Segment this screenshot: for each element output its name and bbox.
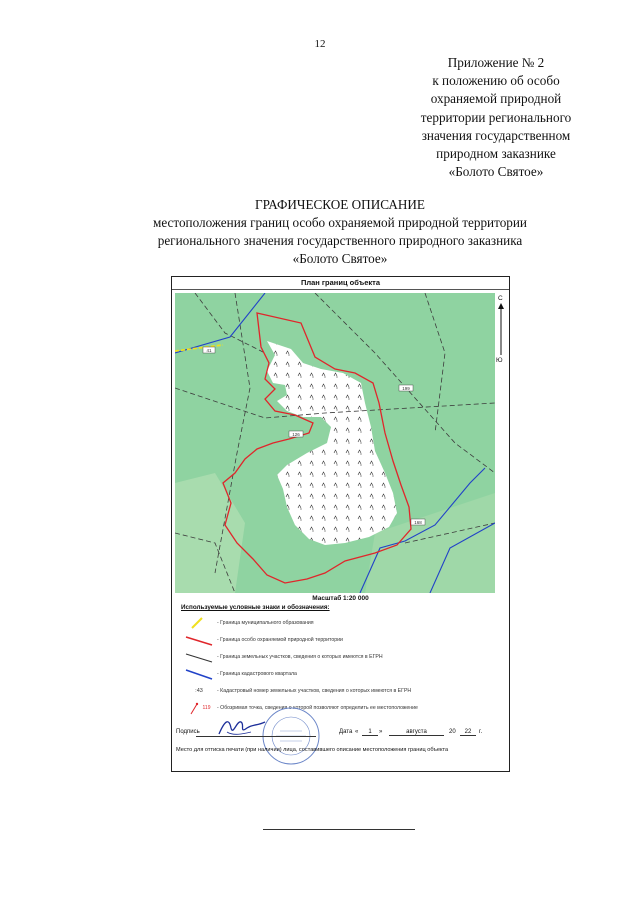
quarter-boundary-symbol [184, 668, 214, 680]
signature-label: Подпись [176, 729, 200, 735]
legend-text: - Граница муниципального образования [217, 619, 314, 626]
municipal-boundary-symbol [184, 617, 214, 629]
bottom-rule [263, 829, 415, 830]
appendix-line: значения государственном [421, 127, 571, 143]
turning-point-symbol [188, 701, 202, 715]
title-line: регионального значения государственного природного заказника [157, 233, 523, 248]
parcel-boundary-symbol [184, 651, 214, 663]
legend-item [181, 648, 501, 665]
boundary-plan-frame [171, 276, 510, 772]
appendix-block [396, 54, 596, 181]
legend-text: - Граница особо охраняемой природной территории [217, 636, 343, 643]
title-line: местоположения границ особо охраняемой природной территории [152, 215, 527, 230]
legend-text: - Кадастровый номер земельных участков, сведения о которых имеются в ЕГРН [217, 687, 412, 694]
legend-item [181, 665, 501, 682]
map-scale: Масштаб 1:20 000 [312, 595, 369, 602]
appendix-line: к положению об особо [432, 73, 560, 89]
appendix-line: Приложение № 2 [447, 55, 545, 70]
appendix-line: территории регионального [420, 109, 572, 125]
plan-title-divider [172, 289, 509, 290]
signature-row [176, 723, 506, 743]
legend-text: - Граница земельных участков, сведения о которых имеются в ЕГРН [217, 653, 383, 660]
north-label: С [498, 295, 503, 302]
document-title [120, 196, 560, 268]
title-line: «Болото Святое» [292, 251, 388, 266]
plan-title: План границ объекта [300, 278, 380, 287]
legend-item [181, 631, 501, 648]
turning-point-label: 119 [202, 704, 211, 711]
parcel-number-symbol: :43 [195, 687, 203, 694]
legend-text: - Обозримая точка, сведения о которой позволяют определить ее местоположение [217, 704, 418, 711]
date-label: Дата [339, 729, 353, 735]
south-label: Ю [496, 357, 503, 364]
north-arrow-icon [495, 295, 509, 365]
appendix-line: природном заказнике [436, 146, 556, 162]
boundary-map [175, 293, 495, 593]
legend [181, 604, 501, 716]
legend-item [181, 682, 501, 699]
legend-text: - Граница кадастрового квартала [217, 670, 297, 677]
compass [495, 295, 509, 365]
date-day: 1 [362, 729, 378, 736]
stamp-note: Место для оттиска печати (при наличии) лица, составившего описание местоположения границ объекта [176, 747, 449, 753]
title-heading: ГРАФИЧЕСКОЕ ОПИСАНИЕ [254, 197, 425, 212]
year-prefix: 20 [449, 729, 456, 735]
year-suffix: 22 [460, 729, 476, 736]
oopt-boundary-symbol [184, 634, 214, 646]
quote-open: « [355, 729, 359, 735]
parcel-label: 126 [292, 432, 300, 437]
legend-heading: Используемые условные знаки и обозначения: [181, 604, 330, 611]
legend-item [181, 614, 501, 631]
date-month: августа [389, 729, 444, 736]
signature-line [196, 736, 316, 737]
appendix-line: «Болото Святое» [448, 164, 544, 180]
parcel-label: 168 [414, 520, 422, 525]
quote-close: » [379, 729, 383, 735]
year-unit: г. [479, 729, 483, 735]
page-number: 12 [314, 38, 326, 50]
appendix-line: охраняемой природной [430, 91, 562, 107]
parcel-label: 41 [206, 348, 212, 353]
parcel-label: 199 [402, 386, 410, 391]
